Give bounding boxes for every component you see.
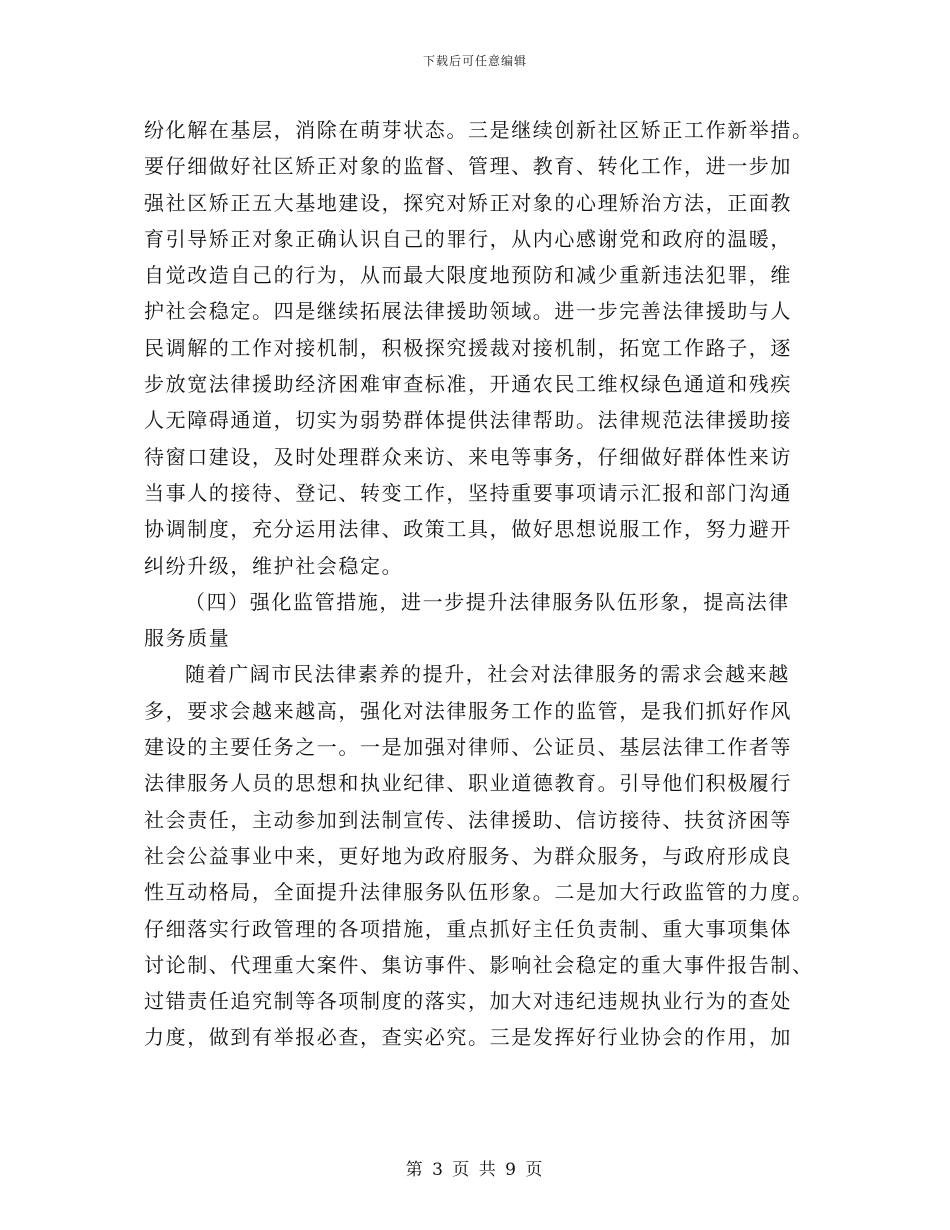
page-number: 第 3 页 共 9 页 xyxy=(405,1160,545,1180)
text-line: 仔细落实行政管理的各项措施，重点抓好主任负责制、重大事项集体 xyxy=(144,916,792,941)
text-line: 力度，做到有举报必查，查实必究。三是发挥好行业协会的作用，加 xyxy=(144,1025,792,1050)
text-line: 法律服务人员的思想和执业纪律、职业道德教育。引导他们积极履行 xyxy=(144,771,792,796)
text-line: 随着广阔市民法律素养的提升，社会对法律服务的需求会越来越 xyxy=(185,662,790,687)
text-line: 过错责任追究制等各项制度的落实，加大对违纪违规执业行为的查处 xyxy=(144,989,792,1014)
text-line: 民调解的工作对接机制，积极探究援裁对接机制，拓宽工作路子，逐 xyxy=(144,335,792,360)
text-line: 社会责任，主动参加到法制宣传、法律援助、信访接待、扶贫济困等 xyxy=(144,807,792,832)
text-line: 协调制度，充分运用法律、政策工具，做好思想说服工作，努力避开 xyxy=(144,517,792,542)
text-line: 育引导矫正对象正确认识自己的罪行，从内心感谢党和政府的温暖， xyxy=(144,226,792,251)
text-line: 多，要求会越来越高，强化对法律服务工作的监管，是我们抓好作风 xyxy=(144,698,792,723)
text-line: 步放宽法律援助经济困难审查标准，开通农民工维权绿色通道和残疾 xyxy=(144,372,792,397)
text-line: 护社会稳定。四是继续拓展法律援助领域。进一步完善法律援助与人 xyxy=(144,299,792,324)
header-note: 下载后可任意编辑 xyxy=(422,54,527,68)
text-line: 人无障碍通道，切实为弱势群体提供法律帮助。法律规范法律援助接 xyxy=(144,408,792,433)
text-line: 要仔细做好社区矫正对象的监督、管理、教育、转化工作，进一步加 xyxy=(144,154,792,179)
section-heading-line: （四）强化监管措施，进一步提升法律服务队伍形象，提高法律 xyxy=(185,589,790,614)
text-line: 待窗口建设，及时处理群众来访、来电等事务，仔细做好群体性来访 xyxy=(144,444,792,469)
text-line: 建设的主要任务之一。一是加强对律师、公证员、基层法律工作者等 xyxy=(144,735,792,760)
text-line: 讨论制、代理重大案件、集访事件、影响社会稳定的重大事件报告制、 xyxy=(144,952,814,977)
text-line: 社会公益事业中来，更好地为政府服务、为群众服务，与政府形成良 xyxy=(144,843,792,868)
document-body xyxy=(144,112,814,1056)
text-line: 强社区矫正五大基地建设，探究对矫正对象的心理矫治方法，正面教 xyxy=(144,190,792,215)
text-line: 性互动格局，全面提升法律服务队伍形象。二是加大行政监管的力度。 xyxy=(144,880,814,905)
text-line: 纠纷升级，维护社会稳定。 xyxy=(144,553,404,578)
section-heading-line: 服务质量 xyxy=(144,626,231,651)
text-line: 当事人的接待、登记、转变工作，坚持重要事项请示汇报和部门沟通 xyxy=(144,480,792,505)
text-line: 自觉改造自己的行为，从而最大限度地预防和减少重新违法犯罪，维 xyxy=(144,263,792,288)
text-line: 纷化解在基层，消除在萌芽状态。三是继续创新社区矫正工作新举措。 xyxy=(144,118,814,142)
